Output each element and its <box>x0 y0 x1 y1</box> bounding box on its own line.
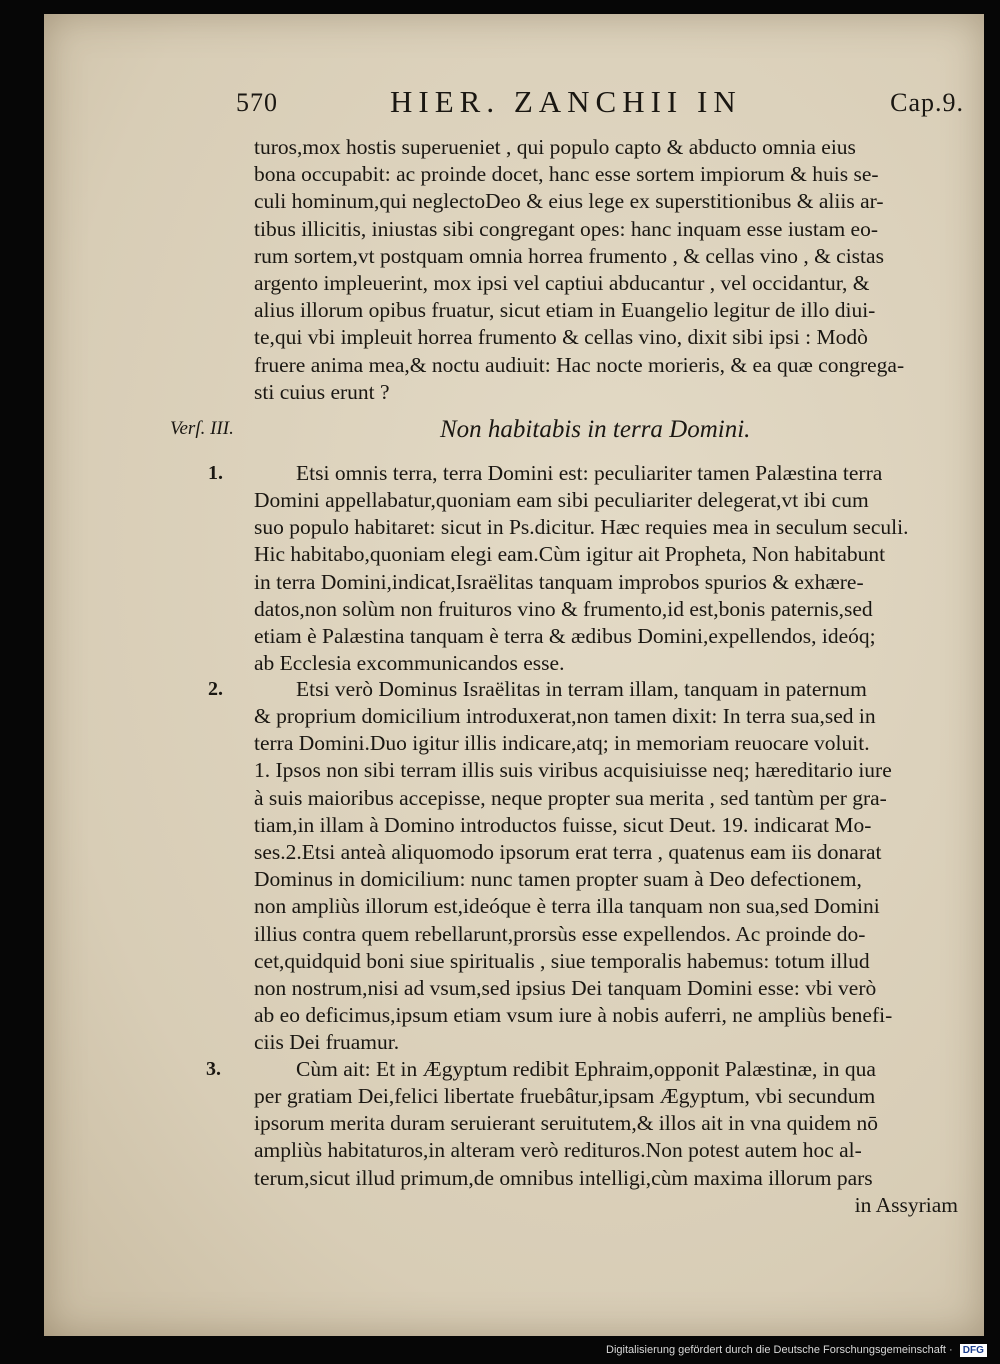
text-line: etiam è Palæstina tanquam è terra & ædibus Domini,expellendos, ideóq; <box>254 624 876 649</box>
credit-text: Digitalisierung gefördert durch die Deutsche Forschungsgemeinschaft · <box>606 1344 953 1356</box>
text-line: 1. Ipsos non sibi terram illis suis viribus acquisiuisse neq; hæreditario iure <box>254 758 892 783</box>
text-line: tibus illicitis, iniustas sibi congregant opes: hanc inquam esse iustam eo- <box>254 216 878 241</box>
digitization-credit <box>606 1344 991 1360</box>
text-line: non nostrum,nisi ad vsum,sed ipsius Dei tanquam Domini esse: vbi verò <box>254 976 877 1001</box>
verse-margin-note: Verſ. III. <box>170 418 234 439</box>
text-line: per gratiam Dei,felici libertate fruebâtur,ipsam Ægyptum, vbi secundum <box>254 1084 876 1108</box>
text-line: à suis maioribus accepisse, neque propter sua merita , sed tantùm per gra- <box>254 785 887 810</box>
paragraph-number-1: 1. <box>208 462 223 484</box>
section-heading: Non habitabis in terra Domini. <box>440 416 751 443</box>
paragraph-number-3: 3. <box>206 1058 221 1080</box>
text-line: sti cuius erunt ? <box>254 379 390 404</box>
text-line: te,qui vbi impleuit horrea frumento & cellas vino, dixit sibi ipsi : Modò <box>254 325 868 350</box>
text-line: turos,mox hostis superueniet , qui populo capto & abducto omnia eius <box>254 135 856 159</box>
text-line: Etsi omnis terra, terra Domini est: peculiariter tamen Palæstina terra <box>296 461 883 485</box>
running-title: HIER. ZANCHII IN <box>390 84 742 119</box>
text-line: fruere anima mea,& noctu audiuit: Hac nocte morieris, & ea quæ congrega- <box>254 352 905 377</box>
running-header <box>236 84 964 124</box>
text-line: ab eo deficimus,ipsum etiam vsum iure à nobis auferri, ne ampliùs benefi- <box>254 1003 893 1028</box>
text-line: ciis Dei fruamur. <box>254 1030 400 1055</box>
text-line: argento impleuerint, mox ipsi vel captiui abducantur , vel occidantur, & <box>254 271 870 296</box>
text-line: datos,non solùm non fruituros vino & frumento,id est,bonis paternis,sed <box>254 596 873 621</box>
chapter-label: Cap.9. <box>890 88 964 117</box>
text-line: suo populo habitaret: sicut in Ps.dicitur. Hæc requies mea in seculum seculi. <box>254 515 909 540</box>
text-line: alius illorum opibus fruatur, sicut etiam in Euangelio legitur de illo diui- <box>254 298 876 323</box>
text-line: non ampliùs illorum est,ideóque è terra illa tanquam non sua,sed Domini <box>254 894 880 919</box>
text-line: Cùm ait: Et in Ægyptum redibit Ephraim,opponit Palæstinæ, in qua <box>296 1057 876 1081</box>
text-line: illius contra quem rebellarunt,prorsùs esse expellendos. Ac proinde do- <box>254 921 866 946</box>
text-line: & proprium domicilium introduxerat,non tamen dixit: In terra sua,sed in <box>254 704 876 728</box>
text-line: bona occupabit: ac proinde docet, hanc esse sortem impiorum & huis se- <box>254 162 879 187</box>
text-line: cet,quidquid boni siue spiritualis , siue temporalis habemus: totum illud <box>254 948 870 973</box>
dfg-logo-icon: DFG <box>960 1344 987 1357</box>
text-line: Dominus in domicilium: nunc tamen propter suam à Deo defectionem, <box>254 867 862 892</box>
text-block-1 <box>254 134 958 406</box>
text-line: in terra Domini,indicat,Israëlitas tanquam improbos spurios & exhære- <box>254 569 864 594</box>
text-block-4-first-line <box>296 1056 958 1083</box>
text-line: ampliùs habitaturos,in alteram verò redituros.Non potest autem hoc al- <box>254 1138 862 1163</box>
text-line: Hic habitabo,quoniam elegi eam.Cùm igitur ait Propheta, Non habitabunt <box>254 542 886 567</box>
text-line: tiam,in illam à Domino introductos fuisse, sicut Deut. 19. indicarat Mo- <box>254 812 872 837</box>
text-line: Domini appellabatur,quoniam eam sibi peculiariter delegerat,vt ibi cum <box>254 488 869 512</box>
page-number: 570 <box>236 88 278 117</box>
text-line: ab Ecclesia excommunicandos esse. <box>254 651 565 676</box>
text-line: terum,sicut illud primum,de omnibus intelligi,cùm maxima illorum pars <box>254 1165 873 1190</box>
text-line: ipsorum merita duram seruierant seruitutem,& illos ait in vna quidem nō <box>254 1111 878 1136</box>
text-block-3-first-line <box>296 676 958 703</box>
text-block-2 <box>254 487 958 677</box>
text-line: Etsi verò Dominus Israëlitas in terram illam, tanquam in paternum <box>296 677 867 701</box>
text-block-2-first-line <box>296 460 958 487</box>
text-line: culi hominum,qui neglectoDeo & eius lege ex superstitionibus & aliis ar- <box>254 189 884 214</box>
text-line: ses.2.Etsi anteà aliquomodo ipsorum erat terra , quatenus eam iis donarat <box>254 840 882 865</box>
text-block-3 <box>254 703 958 1057</box>
text-line: terra Domini.Duo igitur illis indicare,atq; in memoriam reuocare voluit. <box>254 731 870 756</box>
text-line: in Assyriam <box>854 1192 958 1217</box>
paragraph-number-2: 2. <box>208 678 223 700</box>
text-block-4 <box>254 1083 958 1219</box>
text-line: rum sortem,vt postquam omnia horrea frumento , & cellas vino , & cistas <box>254 243 884 268</box>
